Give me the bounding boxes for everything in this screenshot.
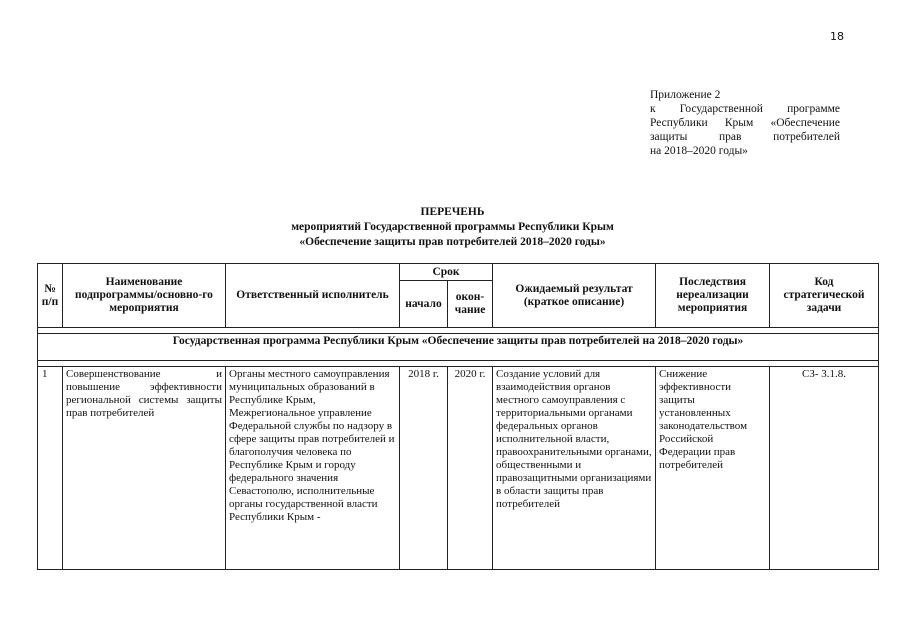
- title-line: «Обеспечение защиты прав потребителей 2018–2020 годы»: [299, 236, 606, 248]
- header-term: Срок: [400, 264, 493, 281]
- appendix-note: [650, 88, 840, 158]
- title-line: мероприятий Государственной программы Республики Крым: [291, 221, 614, 233]
- cell-num: 1: [38, 367, 63, 570]
- cell-code: СЗ- 3.1.8.: [770, 367, 879, 570]
- cell-executor: Органы местного самоуправления муниципальных образований в Республике Крым, Межрегиональное управление Федеральной службы по надзору в сфере защиты прав потребителей и благополучия человека по Республике Крым и городу федерального значения Севастополю, исполнительные органы государственной власти Республики Крым -: [226, 367, 400, 570]
- cell-consequences: Снижение эффективности защиты установленных законодательством Российской Федерации прав потребителей: [656, 367, 770, 570]
- header-end: окон-чание: [448, 281, 493, 328]
- cell-result: Создание условий для взаимодействия органов местного самоуправления с территориальными органами федеральных органов исполнительной власти, правоохранительными органами, общественными и правозащитными организациями в области защиты прав потребителей: [493, 367, 656, 570]
- document-title: [0, 205, 905, 250]
- appendix-line: на 2018–2020 годы»: [650, 145, 748, 157]
- appendix-line: к Государственной программе: [650, 103, 840, 115]
- header-result: Ожидаемый результат (краткое описание): [493, 264, 656, 328]
- cell-name: Совершенствование и повышение эффективности региональной системы защиты прав потребителей: [63, 367, 226, 570]
- header-code: Код стратегической задачи: [770, 264, 879, 328]
- section-row: [38, 334, 879, 361]
- section-title: Государственная программа Республики Крым «Обеспечение защиты прав потребителей на 2018–2020 годы»: [38, 334, 879, 361]
- header-executor: Ответственный исполнитель: [226, 264, 400, 328]
- header-row: [38, 264, 879, 281]
- appendix-line: защиты прав потребителей: [650, 131, 840, 143]
- appendix-line: Приложение 2: [650, 89, 721, 101]
- header-num: № п/п: [38, 264, 63, 328]
- header-name: Наименование подпрограммы/основно-го мероприятия: [63, 264, 226, 328]
- cell-end: 2020 г.: [448, 367, 493, 570]
- table-row: [38, 367, 879, 570]
- activities-table: [37, 263, 879, 570]
- appendix-line: Республики Крым «Обеспечение: [650, 117, 840, 129]
- cell-start: 2018 г.: [400, 367, 448, 570]
- header-consequences: Последствия нереализации мероприятия: [656, 264, 770, 328]
- title-line: ПЕРЕЧЕНЬ: [420, 206, 485, 218]
- header-start: начало: [400, 281, 448, 328]
- page-number: 18: [830, 30, 844, 43]
